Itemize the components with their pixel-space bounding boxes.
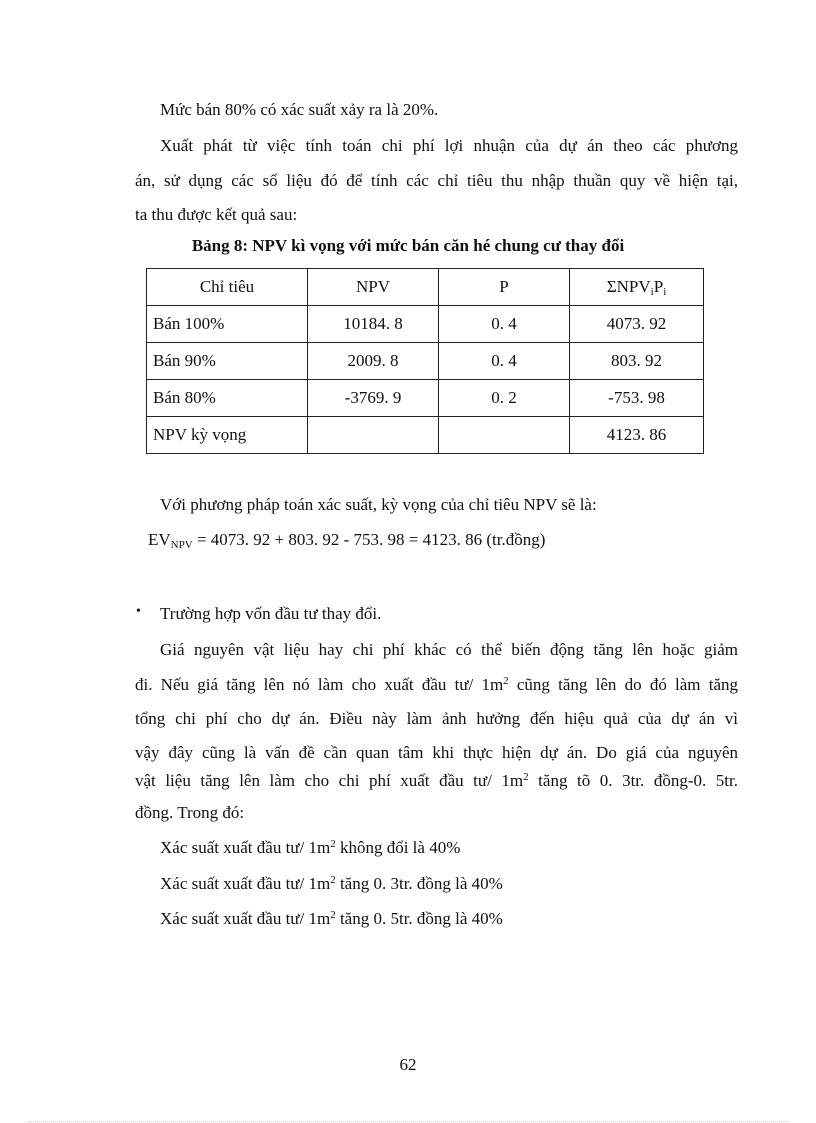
table-row — [147, 417, 704, 454]
header-text: P — [653, 276, 664, 296]
section-heading: Trường hợp vốn đầu tư thay đổi. — [160, 604, 382, 623]
superscript: 2 — [523, 771, 529, 783]
npv-table — [146, 268, 704, 454]
ev-subscript: NPV — [170, 539, 193, 551]
table-cell: -753. 98 — [570, 380, 704, 417]
ev-equation: = 4073. 92 + 803. 92 - 753. 98 = 4123. 86 (tr.đồng) — [192, 530, 546, 549]
table-row — [147, 343, 704, 380]
paragraph-line — [135, 675, 738, 695]
table-cell: -3769. 9 — [308, 380, 439, 417]
superscript: 2 — [330, 838, 336, 850]
expectation-intro: Với phương pháp toán xác suất, kỳ vọng của chỉ tiêu NPV sẽ là: — [160, 495, 597, 514]
bullet-icon: • — [136, 604, 141, 619]
table-cell — [439, 417, 570, 454]
header-subscript: i — [650, 285, 654, 298]
text-run: không đổi là 40% — [335, 838, 461, 857]
paragraph-line: tổng chi phí cho dự án. Điều này làm ảnh hưởng đến hiệu quả của dự án vì — [135, 709, 738, 728]
header-cell: P — [439, 269, 570, 306]
paragraph-line: Xuất phát từ việc tính toán chi phí lợi nhuận của dự án theo các phương — [160, 136, 738, 155]
header-cell: Chỉ tiêu — [147, 269, 308, 306]
table-cell: NPV kỳ vọng — [147, 417, 308, 454]
probability-line — [160, 874, 503, 894]
table-cell: 2009. 8 — [308, 343, 439, 380]
paragraph-sales-80: Mức bán 80% có xác suất xảy ra là 20%. — [160, 100, 439, 119]
table-cell: 4073. 92 — [570, 306, 704, 343]
text-run: Xác suất xuất đầu tư/ 1m — [160, 838, 331, 857]
superscript: 2 — [503, 675, 509, 687]
text-run: cũng tăng lên do đó làm tăng — [508, 675, 738, 694]
header-cell — [570, 269, 704, 306]
paragraph-line — [135, 771, 738, 791]
ev-formula — [148, 530, 545, 551]
table-cell — [308, 417, 439, 454]
paragraph-line: ta thu được kết quả sau: — [135, 205, 298, 224]
superscript: 2 — [330, 909, 336, 921]
table-cell: 10184. 8 — [308, 306, 439, 343]
table-caption: Bảng 8: NPV kì vọng với mức bán căn hé chung cư thay đổi — [191, 236, 625, 255]
probability-line — [160, 838, 460, 858]
table-cell: Bán 90% — [147, 343, 308, 380]
table-row — [147, 380, 704, 417]
text-run: tăng 0. 5tr. đồng là 40% — [335, 909, 503, 928]
table-cell: 0. 4 — [439, 343, 570, 380]
text-run: vật liệu tăng lên làm cho chi phí xuất đầu tư/ 1m — [135, 771, 524, 790]
ev-label: EV — [148, 530, 171, 549]
text-run: tăng tõ 0. 3tr. đồng-0. 5tr. — [528, 771, 738, 790]
page-number: 62 — [399, 1055, 417, 1074]
text-run: Xác suất xuất đầu tư/ 1m — [160, 909, 331, 928]
paragraph-line: vậy đây cũng là vấn đề cần quan tâm khi thực hiện dự án. Do giá của nguyên — [135, 743, 738, 762]
table-cell: 0. 4 — [439, 306, 570, 343]
footer-dotted-divider — [28, 1121, 788, 1122]
table-cell: 803. 92 — [570, 343, 704, 380]
header-subscript: i — [663, 285, 667, 298]
paragraph-line: đồng. Trong đó: — [135, 803, 245, 822]
superscript: 2 — [330, 874, 336, 886]
table-cell: Bán 100% — [147, 306, 308, 343]
text-run: Xác suất xuất đầu tư/ 1m — [160, 874, 331, 893]
table-row — [147, 306, 704, 343]
text-run: đi. Nếu giá tăng lên nó làm cho xuất đầu tư/ 1m — [135, 675, 504, 694]
text-run: tăng 0. 3tr. đồng là 40% — [335, 874, 503, 893]
header-text: ΣNPV — [606, 276, 651, 296]
paragraph-line: án, sử dụng các số liệu đó để tính các chỉ tiêu thu nhập thuần quy về hiện tại, — [135, 171, 738, 190]
table-cell: 4123. 86 — [570, 417, 704, 454]
table-cell: Bán 80% — [147, 380, 308, 417]
table-cell: 0. 2 — [439, 380, 570, 417]
probability-line — [160, 909, 503, 929]
table-header-row — [147, 269, 704, 306]
paragraph-line: Giá nguyên vật liệu hay chi phí khác có thể biến động tăng lên hoặc giảm — [160, 640, 738, 659]
header-cell: NPV — [308, 269, 439, 306]
